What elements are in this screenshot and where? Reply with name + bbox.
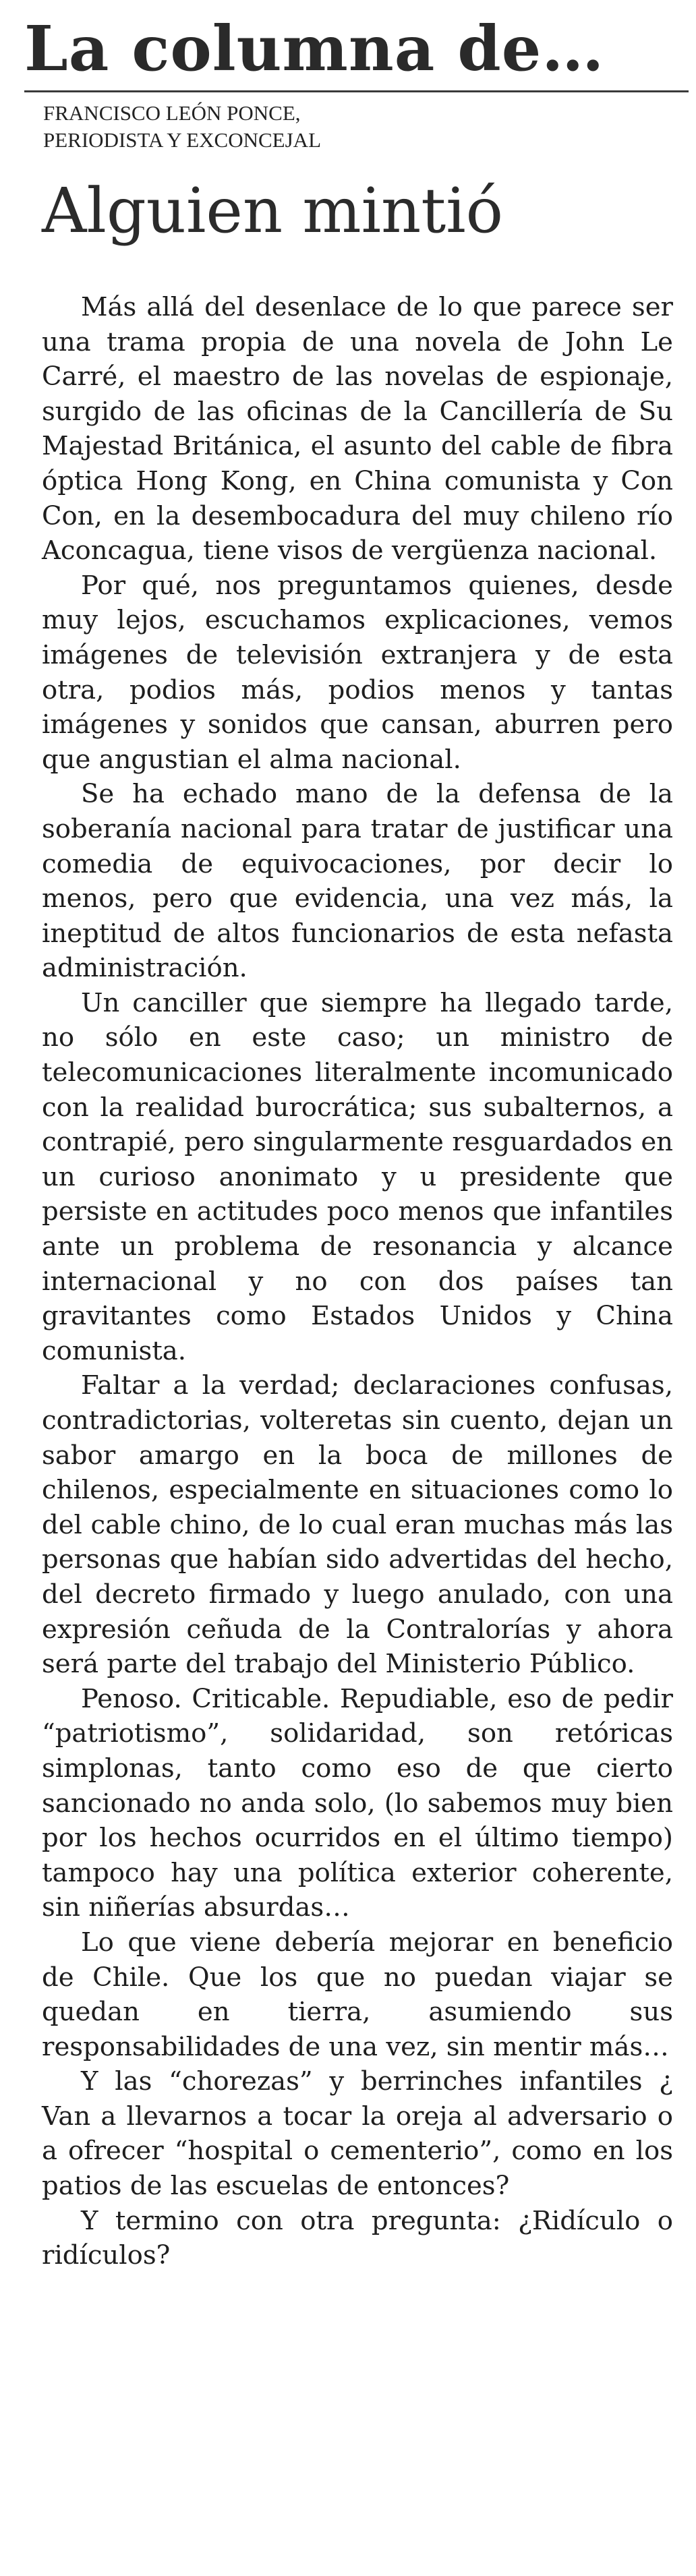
article-paragraph: Y termino con otra pregunta: ¿Ridículo o ridículos? [42, 2205, 673, 2271]
article-paragraph: Faltar a la verdad; declaraciones confusas, contradictorias, volteretas sin cuento, dejan un sabor amargo en la boca de millones de chilenos, especialmente en situaciones como lo del cable chino, de lo cual eran muchas más las personas que habían sido advertidas del hecho, del decreto firmado y luego anulado, con una expresión ceñuda de la Contralorías y ahora será parte del trabajo del Ministerio Público. [42, 1370, 673, 1680]
article-body [42, 290, 673, 2273]
article-headline: Alguien mintió [42, 175, 504, 247]
header-rule [24, 90, 689, 92]
byline [43, 100, 321, 154]
article-paragraph: Y las “chorezas” y berrinches infantiles ¿ Van a llevarnos a tocar la oreja al adversario o a ofrecer “hospital o cementerio”, como en los patios de las escuelas de entonces? [42, 2066, 673, 2202]
article-paragraph: Se ha echado mano de la defensa de la soberanía nacional para tratar de justificar una comedia de equivocaciones, por decir lo menos, pero que evidencia, una vez más, la ineptitud de altos funcionarios de esta nefasta administración. [42, 779, 673, 984]
author-name: FRANCISCO LEÓN PONCE, [43, 101, 301, 125]
column-header [24, 12, 685, 152]
article-paragraph: Penoso. Criticable. Repudiable, eso de pedir “patriotismo”, solidaridad, son retóricas simplonas, tanto como eso de que cierto sancionado no anda solo, (lo sabemos muy bien por los hechos ocurridos en el último tiempo) tampoco hay una política exterior coherente, sin niñerías absurdas… [42, 1683, 673, 1923]
author-role: PERIODISTA Y EXCONCEJAL [43, 128, 322, 152]
article-paragraph: Un canciller que siempre ha llegado tarde, no sólo en este caso; un ministro de telecomunicaciones literalmente incomunicado con la realidad burocrática; sus subalternos, a contrapié, pero singularmente resguardados en un curioso anonimato y u presidente que persiste en actitudes poco menos que infantiles ante un problema de resonancia y alcance internacional y no con dos países tan gravitantes como Estados Unidos y China comunista. [42, 987, 673, 1366]
article-paragraph: Por qué, nos preguntamos quienes, desde muy lejos, escuchamos explicaciones, vemos imágenes de televisión extranjera y de esta otra, podios más, podios menos y tantas imágenes y sonidos que cansan, aburren pero que angustian el alma nacional. [42, 570, 673, 775]
article-paragraph: Más allá del desenlace de lo que parece ser una trama propia de una novela de John Le Carré, el maestro de las novelas de espionaje, surgido de las oficinas de la Cancillería de Su Majestad Británica, el asunto del cable de fibra óptica Hong Kong, en China comunista y Con Con, en la desembocadura del muy chileno río Aconcagua, tiene visos de vergüenza nacional. [42, 292, 673, 566]
column-title: La columna de… [24, 12, 605, 85]
article-paragraph: Lo que viene debería mejorar en beneficio de Chile. Que los que no puedan viajar se quedan en tierra, asumiendo sus responsabilidades de una vez, sin mentir más… [42, 1927, 673, 2062]
